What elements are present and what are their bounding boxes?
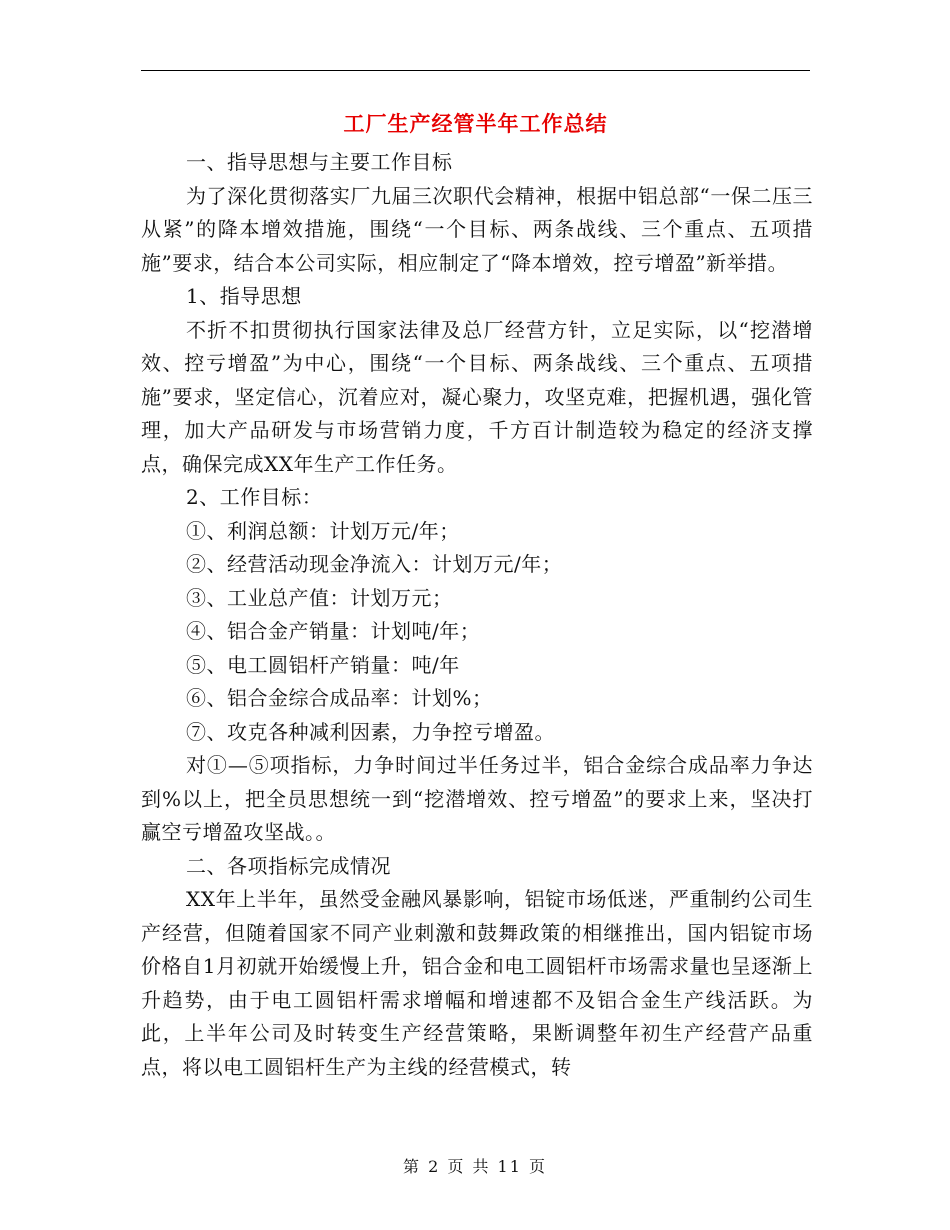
paragraph: XX年上半年，虽然受金融风暴影响，铝锭市场低迷，严重制约公司生产经营，但随着国家不同产业刺激和鼓舞政策的相继推出，国内铝锭市场价格自1月初就开始缓慢上升，铝合金和电工圆铝杆市场需求量也呈逐渐上升趋势，由于电工圆铝杆需求增幅和增速都不及铝合金生产线活跃。为此，上半年公司及时转变生产经营策略，果断调整年初生产经营产品重点，将以电工圆铝杆生产为主线的经营模式，转 xyxy=(141,887,813,1079)
list-item: ⑦、攻克各种减利因素，力争控亏增盈。 xyxy=(186,719,555,744)
section-heading: 二、各项指标完成情况 xyxy=(186,853,391,878)
list-item: ②、经营活动现金净流入：计划万元/年； xyxy=(186,552,563,576)
list-item: ①、利润总额：计划万元/年； xyxy=(186,518,460,543)
list-item: ⑤、电工圆铝杆产销量：吨/年 xyxy=(186,652,460,677)
page-footer: 第 2 页 共 11 页 xyxy=(403,1157,547,1176)
section-heading: 一、指导思想与主要工作目标 xyxy=(186,150,453,174)
list-item: ④、铝合金产销量：计划吨/年； xyxy=(186,619,481,643)
paragraph: 为了深化贯彻落实厂九届三次职代会精神，根据中铝总部“一保二压三从紧”的降本增效措施，围绕“一个目标、两条战线、三个重点、五项措施”要求，结合本公司实际，相应制定了“降本增效，控亏增盈”新举措。 xyxy=(141,183,813,275)
list-item: ③、工业总产值：计划万元； xyxy=(186,585,453,610)
paragraph: 对①—⑤项指标，力争时间过半任务过半，铝合金综合成品率力争达到%以上，把全员思想统一到“挖潜增效、控亏增盈”的要求上来，坚决打赢空亏增盈攻坚战。。 xyxy=(141,753,813,844)
subsection-heading: 2、工作目标： xyxy=(186,485,323,509)
header-rule xyxy=(141,70,810,71)
document-body xyxy=(141,146,813,1084)
document-title: 工厂生产经管半年工作总结 xyxy=(343,112,608,136)
list-item: ⑥、铝合金综合成品率：计划%； xyxy=(186,686,493,710)
subsection-heading: 1、指导思想 xyxy=(186,284,302,308)
paragraph: 不折不扣贯彻执行国家法律及总厂经营方针，立足实际，以“挖潜增效、控亏增盈”为中心，围绕“一个目标、两条战线、三个重点、五项措施”要求，坚定信心，沉着应对，凝心聚力，攻坚克难，把握机遇，强化管理，加大产品研发与市场营销力度，千方百计制造较为稳定的经济支撑点，确保完成XX年生产工作任务。 xyxy=(141,317,813,476)
